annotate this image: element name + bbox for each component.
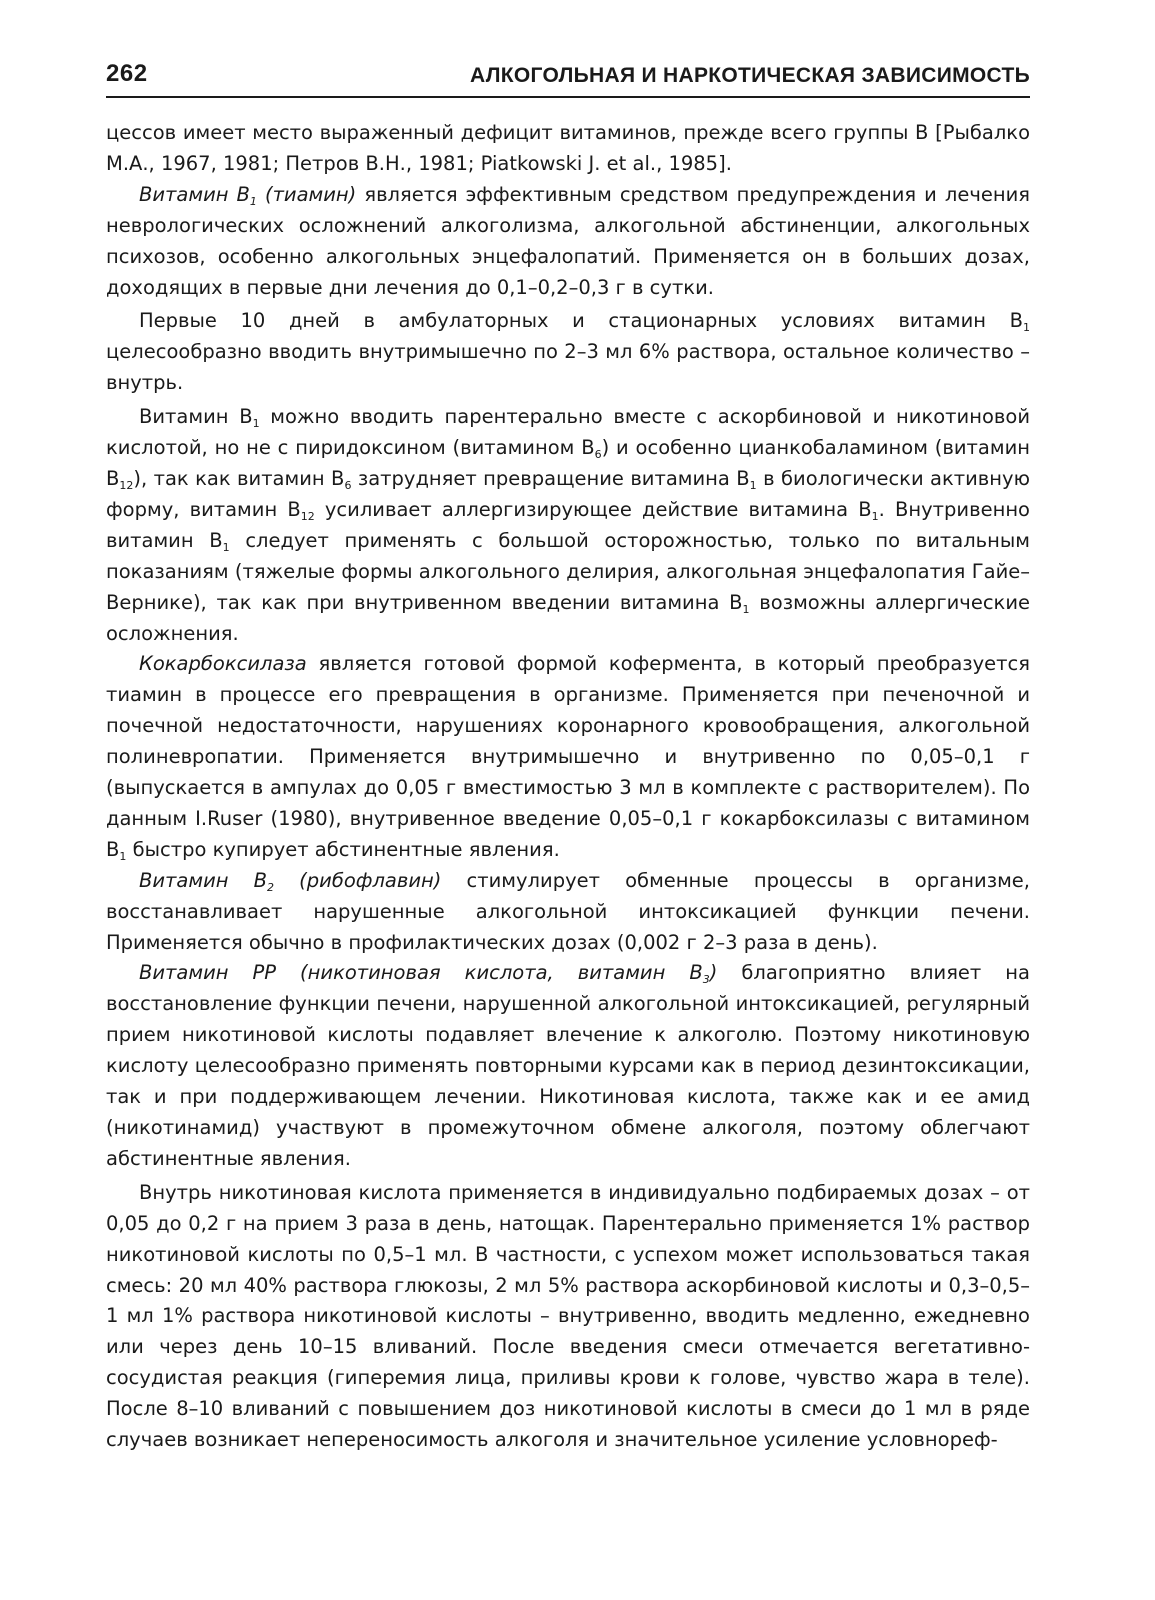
subscript: 1 — [119, 849, 127, 863]
term-vitamin-b1: Витамин $B_1$ (тиамин) — [139, 182, 357, 208]
term-cocarboxylase: Кокарбоксилаза — [139, 652, 307, 676]
paragraph-vitamin-b2 — [106, 866, 1030, 959]
paragraph-text: цессов имеет место выраженный дефицит витаминов, прежде всего группы B [Рыбалко М.А., 1967, 1981; Петров В.Н., 1981; Piatkowski J. et al., 1985]. — [106, 121, 1030, 175]
body-text — [106, 118, 1030, 1456]
subscript: 6 — [594, 448, 602, 462]
paragraph-b1-administration: Витамин $B_1$ можно вводить парентерально вместе с аскорбиновой и никотиновой кислотой, но не с пиридоксином (витамином $B_6$) и особенно цианкобаламином (витамин $B_{12}$), так как витамин $B_6$ затрудняет превращение витамина $B_1$ в биологически активную форму, витамин $B_{12}$ усиливает аллергизирующее действие витамина $B_1$. Внутривенно витамин $B_1$ следует применять с большой осторожностью, только по витальным показаниям (тяжелые формы алкогольного делирия, алкогольная энцефалопатия Гайе–Вернике), так как при внутривенном введении витамина $B_1$ возможны аллергические осложнения. — [106, 405, 1031, 645]
paragraph-text: стимулирует обменные процессы в организме, восстанавливает нарушенные алкогольной интоксикацией функции печени. Применяется обычно в профилактических дозах (0,002 г 2–3 раза в день). — [106, 868, 1030, 954]
subscript: 6 — [344, 478, 352, 492]
paragraph-text: является эффективным средством предупреждения и лечения неврологических осложнений алкоголизма, алкогольной абстиненции, алкогольных психозов, особенно алкогольных энцефалопатий. Применяется он в больших дозах, доходящих в первые дни лечения до 0,1–0,2–0,3 г в сутки. — [106, 182, 1031, 299]
page-number: 262 — [106, 60, 148, 87]
paragraph-first-ten-days: Первые 10 дней в амбулаторных и стационарных условиях витамин $B_1$ целесообразно вводить внутримышечно по 2–3 мл 6% раствора, остальное количество – внутрь. — [106, 309, 1030, 395]
subscript: 1 — [252, 417, 260, 431]
subscript: 1 — [742, 602, 750, 616]
paragraph-vitamin-pp — [106, 958, 1030, 1174]
subscript: 2 — [267, 880, 275, 894]
subscript: 12 — [119, 478, 134, 492]
paragraph-text: Внутрь никотиновая кислота применяется в индивидуально подбираемых дозах – от 0,05 до 0,2 г на прием 3 раза в день, натощак. Парентерально применяется 1% раствор никотиновой кислоты по 0,5–1 мл. В частности, с успехом может использоваться такая смесь: 20 мл 40% раствора глюкозы, 2 мл 5% раствора аскорбиновой кислоты и 0,3–0,5–1 мл 1% раствора никотиновой кислоты – внутривенно, вводить медленно, ежедневно или через день 10–15 вливаний. После введения смеси отмечается вегетативно-сосудистая реакция (гиперемия лица, приливы крови к голове, чувство жара в теле). После 8–10 вливаний с повышением доз никотиновой кислоты в смеси до 1 мл в ряде случаев возникает непереносимость алкоголя и значительное усиление условнореф- — [106, 1180, 1030, 1452]
running-title: АЛКОГОЛЬНАЯ И НАРКОТИЧЕСКАЯ ЗАВИСИМОСТЬ — [470, 64, 1030, 87]
paragraph-cocarboxylase: Кокарбоксилаза является готовой формой кофермента, в который преобразуется тиамин в процессе его превращения в организме. Применяется при печеночной и почечной недостаточности, нарушениях коронарного кровообращения, алкогольной полиневропатии. Применяется внутримышечно и внутривенно по 0,05–0,1 г (выпускается в ампулах до 0,05 г вместимостью 3 мл в комплекте с растворителем). По данным I.Ruser (1980), внутривенное введение 0,05–0,1 г кокарбоксилазы с витамином $B_1$ быстро купирует абстинентные явления. — [106, 652, 1030, 863]
paragraph-vitamin-deficit — [106, 118, 1030, 180]
paragraph-text: благоприятно влияет на восстановление функции печени, нарушенной алкогольной интоксикацией, регулярный прием никотиновой кислоты подавляет влечение к алкоголю. Поэтому никотиновую кислоту целесообразно применять повторными курсами как в период дезинтоксикации, так и при поддерживающем лечении. Никотиновая кислота, также как и ее амид (никотинамид) участвуют в промежуточном обмене алкоголя, поэтому облегчают абстинентные явления. — [106, 961, 1030, 1170]
subscript: 1 — [222, 540, 230, 554]
term-vitamin-b2: Витамин $B_2$ (рибофлавин) — [139, 868, 442, 894]
subscript: 1 — [249, 194, 257, 208]
subscript: 1 — [749, 478, 757, 492]
term-vitamin-pp: Витамин PP (никотиновая кислота, витамин $B_3$) — [139, 961, 718, 987]
subscript: 12 — [300, 509, 315, 523]
subscript: 3 — [702, 973, 710, 987]
subscript: 1 — [871, 509, 879, 523]
paragraph-vitamin-b1 — [106, 180, 1030, 304]
paragraph-nicotinic-acid-dosing — [106, 1178, 1030, 1456]
subscript: 1 — [1023, 321, 1030, 335]
page-header — [106, 60, 1030, 98]
